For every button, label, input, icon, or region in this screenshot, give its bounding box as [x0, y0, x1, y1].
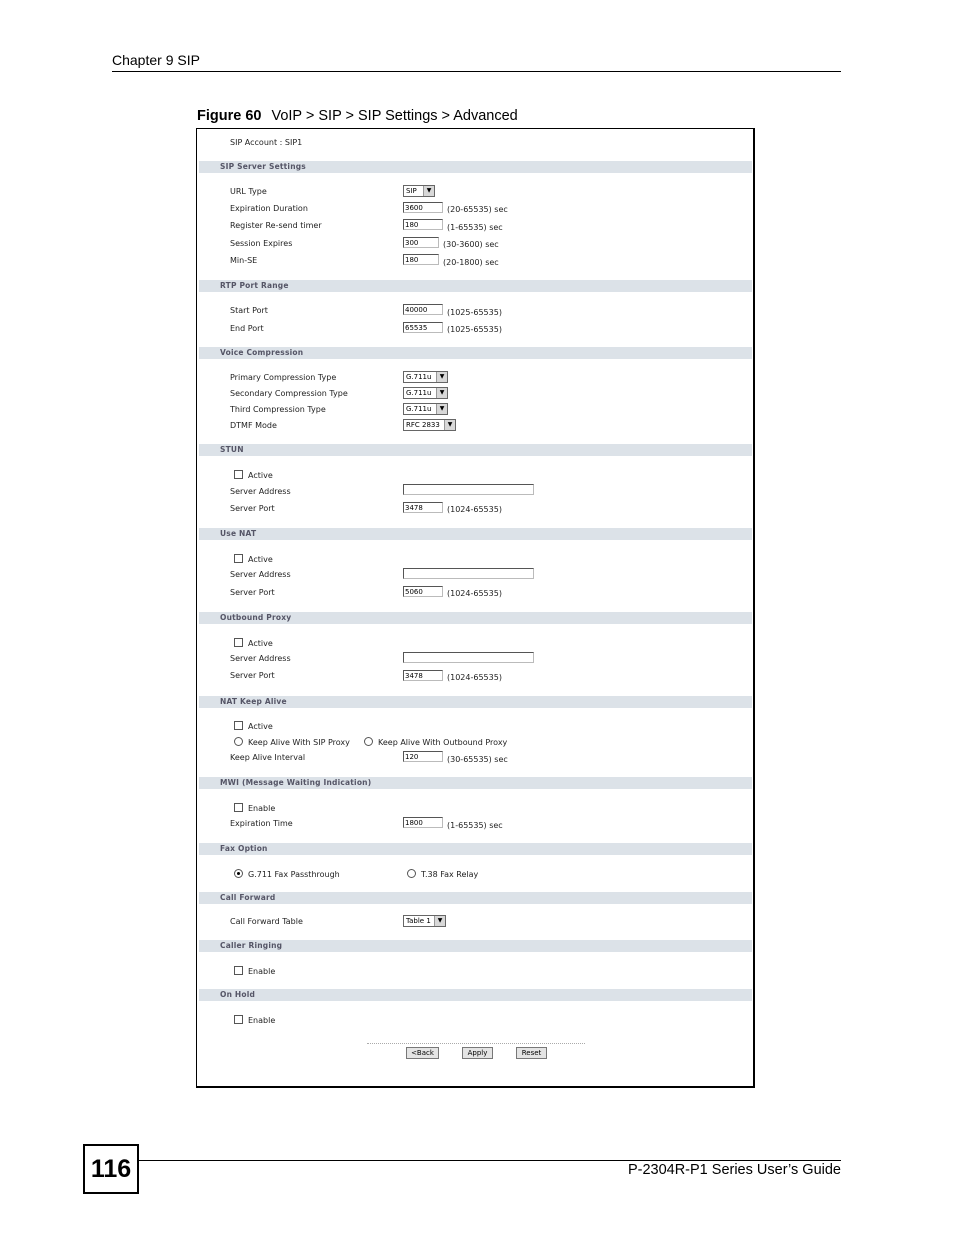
figure-label: Figure 60	[197, 108, 262, 124]
section-title: On Hold	[220, 990, 256, 999]
sip-advanced-screenshot	[196, 128, 755, 1088]
section-title: Caller Ringing	[220, 941, 283, 950]
keepalive-outbound-proxy-radio[interactable]	[364, 737, 373, 746]
section-stun	[199, 444, 752, 456]
nat-active-label: Active	[248, 555, 273, 564]
secondary-compression-select[interactable]	[403, 387, 448, 399]
dtmf-mode-value: RFC 2833	[406, 421, 440, 429]
section-nat-keep-alive	[199, 696, 752, 708]
min-se-label: Min-SE	[230, 256, 258, 265]
nat-server-port-input[interactable]: 5060	[403, 586, 443, 597]
section-title: RTP Port Range	[220, 281, 289, 290]
mwi-expiration-input[interactable]: 1800	[403, 817, 443, 828]
button-divider	[367, 1043, 585, 1044]
stun-server-port-label: Server Port	[230, 504, 275, 513]
session-expires-label: Session Expires	[230, 239, 293, 248]
fax-t38-radio[interactable]	[407, 869, 416, 878]
section-title: NAT Keep Alive	[220, 697, 287, 706]
url-type-select[interactable]	[403, 185, 435, 197]
min-se-hint: (20-1800) sec	[443, 258, 499, 267]
section-title: STUN	[220, 445, 244, 454]
section-title: MWI (Message Waiting Indication)	[220, 778, 372, 787]
section-voice-compression	[199, 347, 752, 359]
apply-button[interactable]: Apply	[462, 1047, 493, 1059]
call-forward-table-label: Call Forward Table	[230, 917, 303, 926]
chevron-down-icon: ▼	[436, 404, 447, 414]
nat-server-port-hint: (1024-65535)	[447, 589, 502, 598]
mwi-expiration-hint: (1-65535) sec	[447, 821, 503, 830]
section-title: Use NAT	[220, 529, 257, 538]
back-button[interactable]: <Back	[406, 1047, 439, 1059]
primary-compression-select[interactable]	[403, 371, 448, 383]
chevron-down-icon: ▼	[436, 388, 447, 398]
stun-server-port-hint: (1024-65535)	[447, 505, 502, 514]
figure-title: VoIP > SIP > SIP Settings > Advanced	[271, 108, 518, 124]
section-outbound-proxy	[199, 612, 752, 624]
start-port-hint: (1025-65535)	[447, 308, 502, 317]
sip-account-label: SIP Account : SIP1	[230, 138, 303, 147]
keepalive-interval-hint: (30-65535) sec	[447, 755, 508, 764]
keepalive-interval-input[interactable]: 120	[403, 751, 443, 762]
section-title: Fax Option	[220, 844, 268, 853]
chevron-down-icon: ▼	[423, 186, 434, 196]
stun-active-label: Active	[248, 471, 273, 480]
caller-ringing-enable-label: Enable	[248, 967, 276, 976]
nat-server-address-label: Server Address	[230, 570, 291, 579]
start-port-input[interactable]: 40000	[403, 304, 443, 315]
proxy-server-address-label: Server Address	[230, 654, 291, 663]
proxy-server-address-input[interactable]	[403, 652, 534, 663]
section-title: Voice Compression	[220, 348, 304, 357]
chevron-down-icon: ▼	[434, 916, 445, 926]
url-type-value: SIP	[406, 187, 417, 195]
proxy-active-label: Active	[248, 639, 273, 648]
reset-button[interactable]: Reset	[516, 1047, 547, 1059]
proxy-active-checkbox[interactable]	[234, 638, 243, 647]
url-type-label: URL Type	[230, 187, 267, 196]
chevron-down-icon: ▼	[436, 372, 447, 382]
register-resend-hint: (1-65535) sec	[447, 223, 503, 232]
primary-compression-label: Primary Compression Type	[230, 373, 337, 382]
fax-g711-label: G.711 Fax Passthrough	[248, 870, 340, 879]
section-rtp-port-range	[199, 280, 752, 292]
nat-server-address-input[interactable]	[403, 568, 534, 579]
on-hold-enable-checkbox[interactable]	[234, 1015, 243, 1024]
primary-compression-value: G.711u	[406, 373, 432, 381]
section-title: Call Forward	[220, 893, 276, 902]
proxy-server-port-input[interactable]: 3478	[403, 670, 443, 681]
figure-caption	[197, 108, 518, 124]
on-hold-enable-label: Enable	[248, 1016, 276, 1025]
section-use-nat	[199, 528, 752, 540]
min-se-input[interactable]: 180	[403, 254, 439, 265]
secondary-compression-value: G.711u	[406, 389, 432, 397]
keepalive-active-checkbox[interactable]	[234, 721, 243, 730]
mwi-expiration-label: Expiration Time	[230, 819, 293, 828]
stun-server-address-label: Server Address	[230, 487, 291, 496]
nat-active-checkbox[interactable]	[234, 554, 243, 563]
expiration-duration-input[interactable]: 3600	[403, 202, 443, 213]
session-expires-hint: (30-3600) sec	[443, 240, 499, 249]
section-fax-option	[199, 843, 752, 855]
expiration-duration-hint: (20-65535) sec	[447, 205, 508, 214]
chapter-heading: Chapter 9 SIP	[112, 52, 200, 68]
end-port-input[interactable]: 65535	[403, 322, 443, 333]
fax-g711-radio[interactable]	[234, 869, 243, 878]
guide-title: P-2304R-P1 Series User’s Guide	[627, 1162, 841, 1178]
section-call-forward	[199, 892, 752, 904]
register-resend-input[interactable]: 180	[403, 219, 443, 230]
dtmf-mode-label: DTMF Mode	[230, 421, 277, 430]
header-rule	[112, 71, 841, 72]
third-compression-label: Third Compression Type	[230, 405, 326, 414]
start-port-label: Start Port	[230, 306, 268, 315]
mwi-enable-label: Enable	[248, 804, 276, 813]
keepalive-interval-label: Keep Alive Interval	[230, 753, 306, 762]
stun-server-address-input[interactable]	[403, 484, 534, 495]
fax-t38-label: T.38 Fax Relay	[421, 870, 479, 879]
mwi-enable-checkbox[interactable]	[234, 803, 243, 812]
page-number: 116	[83, 1144, 139, 1194]
call-forward-table-select[interactable]	[403, 915, 446, 927]
dtmf-mode-select[interactable]	[403, 419, 456, 431]
proxy-server-port-label: Server Port	[230, 671, 275, 680]
secondary-compression-label: Secondary Compression Type	[230, 389, 348, 398]
stun-active-checkbox[interactable]	[234, 470, 243, 479]
section-on-hold	[199, 989, 752, 1001]
session-expires-input[interactable]: 300	[403, 237, 439, 248]
section-title: Outbound Proxy	[220, 613, 292, 622]
expiration-duration-label: Expiration Duration	[230, 204, 308, 213]
keepalive-outbound-proxy-label: Keep Alive With Outbound Proxy	[378, 738, 508, 747]
footer-rule	[139, 1160, 841, 1161]
section-caller-ringing	[199, 940, 752, 952]
nat-server-port-label: Server Port	[230, 588, 275, 597]
stun-server-port-input[interactable]: 3478	[403, 502, 443, 513]
section-sip-server-settings	[199, 161, 752, 173]
section-title: SIP Server Settings	[220, 162, 306, 171]
keepalive-sip-proxy-radio[interactable]	[234, 737, 243, 746]
end-port-label: End Port	[230, 324, 264, 333]
caller-ringing-enable-checkbox[interactable]	[234, 966, 243, 975]
register-resend-label: Register Re-send timer	[230, 221, 322, 230]
end-port-hint: (1025-65535)	[447, 325, 502, 334]
third-compression-value: G.711u	[406, 405, 432, 413]
chevron-down-icon: ▼	[444, 420, 455, 430]
keepalive-sip-proxy-label: Keep Alive With SIP Proxy	[248, 738, 350, 747]
third-compression-select[interactable]	[403, 403, 448, 415]
proxy-server-port-hint: (1024-65535)	[447, 673, 502, 682]
call-forward-table-value: Table 1	[406, 917, 431, 925]
keepalive-active-label: Active	[248, 722, 273, 731]
section-mwi	[199, 777, 752, 789]
